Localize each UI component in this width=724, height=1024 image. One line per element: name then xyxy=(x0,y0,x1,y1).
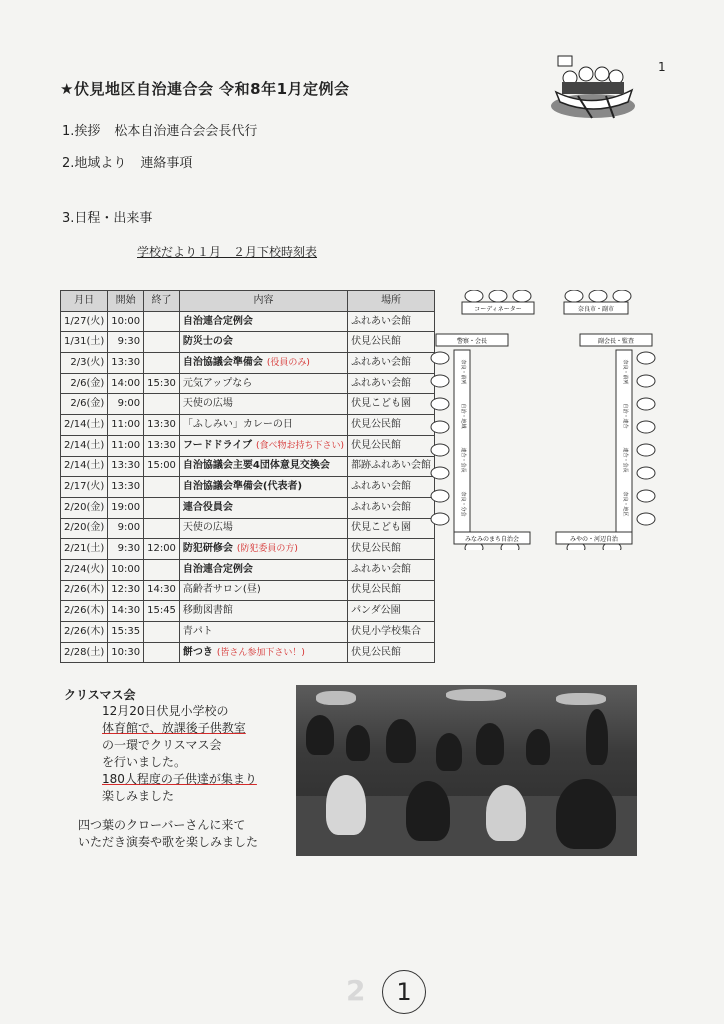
schedule-date-text: 2/28(土) xyxy=(64,646,105,658)
chair-seat xyxy=(637,490,655,502)
clover-performance-text xyxy=(78,817,258,851)
schedule-content-text: 防災士の会 xyxy=(182,336,233,348)
schedule-place xyxy=(348,622,435,643)
photo-person xyxy=(326,775,366,835)
schedule-content xyxy=(179,311,347,332)
schedule-content-text: 自治協議会準備会(代表者) xyxy=(182,481,303,493)
schedule-row xyxy=(61,477,435,498)
schedule-content xyxy=(179,580,347,601)
schedule-end-text: 12:00 xyxy=(147,543,176,555)
schedule-place xyxy=(348,580,435,601)
header-date: 月日 xyxy=(61,291,108,312)
schedule-start-text: 19:00 xyxy=(111,501,141,513)
schedule-start xyxy=(108,642,144,663)
chair-seat xyxy=(637,352,655,364)
schedule-row xyxy=(61,518,435,539)
rowing-boat-illustration xyxy=(548,44,638,124)
schedule-place-text: 伏見公民館 xyxy=(351,336,402,348)
schedule-content-text: 連合役員会 xyxy=(182,501,233,513)
schedule-start-text: 14:30 xyxy=(111,605,141,617)
schedule-place-text: 伏見公民館 xyxy=(351,584,402,596)
christmas-line: を行いました。 xyxy=(102,755,187,769)
christmas-line: の一環でクリスマス会 xyxy=(102,738,222,752)
schedule-content xyxy=(179,601,347,622)
schedule-date xyxy=(61,642,108,663)
schedule-content xyxy=(179,394,347,415)
schedule-date xyxy=(61,332,108,353)
schedule-date-text: 2/24(火) xyxy=(64,563,105,575)
schedule-start-text: 15:35 xyxy=(111,625,141,637)
photo-person xyxy=(436,733,462,771)
schedule-start-text: 9:00 xyxy=(117,522,141,534)
schedule-table xyxy=(60,290,435,663)
schedule-header-row xyxy=(61,291,435,312)
schedule-start xyxy=(108,332,144,353)
schedule-date xyxy=(61,415,108,436)
schedule-content xyxy=(179,518,347,539)
schedule-place-text: パンダ公園 xyxy=(351,605,401,617)
schedule-place xyxy=(348,518,435,539)
schedule-row xyxy=(61,622,435,643)
schedule-place xyxy=(348,415,435,436)
photo-person xyxy=(306,715,334,755)
clover-line: いただき演奏や歌を楽しみました xyxy=(78,835,259,849)
schedule-place-text: ふれあい会館 xyxy=(351,481,412,493)
schedule-date xyxy=(61,580,108,601)
page-title: ★伏見地区自治連合会 令和8年1月定例会 xyxy=(60,80,350,98)
schedule-start-text: 11:00 xyxy=(111,418,141,430)
christmas-party-photo xyxy=(296,685,637,856)
side-seat-label: 連合・会長 xyxy=(460,447,466,473)
photo-person xyxy=(556,779,616,849)
schedule-date xyxy=(61,311,108,332)
chair-seat xyxy=(431,375,449,387)
schedule-date-text: 2/6(金) xyxy=(70,377,105,389)
schedule-place xyxy=(348,311,435,332)
schedule-start xyxy=(108,415,144,436)
schedule-content-text: 餅つき xyxy=(182,646,213,658)
chair-seat xyxy=(431,444,449,456)
schedule-place xyxy=(348,373,435,394)
schedule-start-text: 13:30 xyxy=(111,460,141,472)
schedule-content xyxy=(179,477,347,498)
schedule-place xyxy=(348,497,435,518)
schedule-content xyxy=(179,456,347,477)
schedule-date-text: 2/20(金) xyxy=(64,522,105,534)
schedule-place-text: ふれあい会館 xyxy=(351,315,412,327)
schedule-start xyxy=(108,435,144,456)
schedule-content xyxy=(179,539,347,560)
schedule-start-text: 9:30 xyxy=(117,543,141,555)
schedule-end-text: 15:45 xyxy=(147,605,176,617)
schedule-place-text: ふれあい会館 xyxy=(351,356,412,368)
schedule-content-text: 元気アップなら xyxy=(182,377,253,389)
side-seat-label: 奈良・前列 xyxy=(460,359,466,385)
schedule-date xyxy=(61,622,108,643)
photo-person xyxy=(486,785,526,841)
header-end: 終了 xyxy=(144,291,180,312)
christmas-line: 楽しみました xyxy=(102,789,175,803)
schedule-row xyxy=(61,415,435,436)
schedule-place-text: 伏見公民館 xyxy=(351,439,402,451)
schedule-date xyxy=(61,539,108,560)
schedule-place xyxy=(348,332,435,353)
schedule-end xyxy=(144,518,180,539)
schedule-end xyxy=(144,559,180,580)
schedule-date-text: 1/27(火) xyxy=(64,315,105,327)
side-seat-label: 奈良・地区 xyxy=(622,491,628,517)
schedule-start xyxy=(108,580,144,601)
schedule-content-text: 防犯研修会 xyxy=(182,543,233,555)
label-police: 警察・会長 xyxy=(456,338,488,345)
schedule-content-text: 自治連合定例会 xyxy=(182,563,253,575)
chair-seat xyxy=(431,352,449,364)
schedule-content xyxy=(179,415,347,436)
label-coordinator: コーディネーター xyxy=(474,306,522,313)
schedule-content xyxy=(179,435,347,456)
photo-light xyxy=(556,693,606,705)
clover-line: 四つ葉のクローバーさんに来て xyxy=(78,818,246,832)
schedule-date-text: 2/21(土) xyxy=(64,543,105,555)
header-start: 開始 xyxy=(108,291,144,312)
schedule-end xyxy=(144,477,180,498)
schedule-start xyxy=(108,559,144,580)
schedule-place xyxy=(348,601,435,622)
schedule-row xyxy=(61,642,435,663)
label-city: 奈良市・副市 xyxy=(577,306,615,313)
schedule-row xyxy=(61,580,435,601)
schedule-end xyxy=(144,394,180,415)
schedule-place xyxy=(348,642,435,663)
schedule-end-text: 14:30 xyxy=(147,584,176,596)
schedule-start xyxy=(108,622,144,643)
schedule-end xyxy=(144,353,180,374)
schedule-date xyxy=(61,477,108,498)
handwritten-note: (皆さん参加下さい！) xyxy=(216,647,305,658)
schedule-end-text: 13:30 xyxy=(147,418,176,430)
schedule-content-text: 青パト xyxy=(182,625,213,637)
photo-person xyxy=(586,709,608,765)
chair-seat xyxy=(613,290,631,302)
schedule-date-text: 2/26(木) xyxy=(64,625,105,637)
schedule-place xyxy=(348,477,435,498)
chair-seat xyxy=(637,398,655,410)
schedule-start xyxy=(108,353,144,374)
schedule-end xyxy=(144,622,180,643)
christmas-heading: クリスマス会 xyxy=(64,688,136,702)
schedule-content-text: フードドライブ xyxy=(182,439,253,451)
schedule-place xyxy=(348,559,435,580)
chair-seat xyxy=(431,398,449,410)
chair-seat xyxy=(513,290,531,302)
schedule-start xyxy=(108,601,144,622)
photo-person xyxy=(476,723,504,765)
photo-person xyxy=(526,729,550,765)
chair-seat xyxy=(637,375,655,387)
christmas-description xyxy=(102,703,257,805)
schedule-start-text: 10:00 xyxy=(111,563,141,575)
side-seat-label: 奈良・分会 xyxy=(460,491,466,517)
schedule-place-text: 伏見こども園 xyxy=(351,522,412,534)
schedule-start-text: 11:00 xyxy=(111,439,141,451)
schedule-content-text: 天使の広場 xyxy=(182,398,233,410)
agenda-item-text: 連絡事項 xyxy=(140,156,193,171)
page-number: 1 xyxy=(658,60,666,74)
handwritten-note: (防犯委員の方) xyxy=(236,544,298,555)
schedule-place-text: 都跡ふれあい会館 xyxy=(351,460,432,472)
schedule-start xyxy=(108,497,144,518)
schedule-place-text: 伏見公民館 xyxy=(351,646,402,658)
schedule-row xyxy=(61,373,435,394)
christmas-line: 12月20日伏見小学校の xyxy=(102,704,229,718)
schedule-end xyxy=(144,332,180,353)
faint-page-number: 2 xyxy=(346,974,366,1007)
handwritten-note: (役員のみ) xyxy=(266,357,310,368)
footer-page-number: 1 xyxy=(382,970,426,1014)
schedule-start-text: 10:30 xyxy=(111,646,141,658)
schedule-content xyxy=(179,373,347,394)
chair-seat xyxy=(465,290,483,302)
schedule-start-text: 10:00 xyxy=(111,315,141,327)
schedule-start-text: 9:00 xyxy=(117,398,141,410)
schedule-start xyxy=(108,311,144,332)
chair-seat xyxy=(637,444,655,456)
schedule-row xyxy=(61,394,435,415)
schedule-date xyxy=(61,497,108,518)
chair-seat xyxy=(637,421,655,433)
schedule-end xyxy=(144,435,180,456)
photo-light xyxy=(446,689,506,701)
seating-chart-diagram xyxy=(426,290,660,550)
schedule-date-text: 2/6(金) xyxy=(70,398,105,410)
chair-seat xyxy=(589,290,607,302)
schedule-row xyxy=(61,353,435,374)
handwritten-note: (食べ物お持ち下さい) xyxy=(256,440,345,451)
schedule-start xyxy=(108,394,144,415)
schedule-end-text: 15:30 xyxy=(147,377,176,389)
label-vice-chair: 副会長・監査 xyxy=(597,338,635,345)
schedule-date-text: 2/17(火) xyxy=(64,481,105,493)
schedule-place-text: 伏見こども園 xyxy=(351,398,412,410)
schedule-date-text: 2/20(金) xyxy=(64,501,105,513)
schedule-start xyxy=(108,539,144,560)
schedule-row xyxy=(61,332,435,353)
schedule-content xyxy=(179,353,347,374)
schedule-date xyxy=(61,394,108,415)
schedule-date xyxy=(61,373,108,394)
schedule-end xyxy=(144,456,180,477)
schedule-start xyxy=(108,477,144,498)
schedule-end xyxy=(144,373,180,394)
schedule-content-text: 自治連合定例会 xyxy=(182,315,253,327)
agenda-item-number: 2.地域より xyxy=(62,156,127,171)
photo-person xyxy=(386,719,416,763)
schedule-start-text: 14:00 xyxy=(111,377,141,389)
chair-seat xyxy=(431,467,449,479)
schedule-date xyxy=(61,559,108,580)
schedule-end-text: 13:30 xyxy=(147,439,176,451)
schedule-content-text: 「ふしみい」カレーの日 xyxy=(182,418,293,430)
schedule-place-text: ふれあい会館 xyxy=(351,377,412,389)
schedule-place-text: 伏見公民館 xyxy=(351,418,402,430)
side-seat-label: 連合・会長 xyxy=(622,447,628,473)
schedule-place-text: ふれあい会館 xyxy=(351,563,412,575)
schedule-place xyxy=(348,435,435,456)
schedule-start xyxy=(108,456,144,477)
schedule-date-text: 2/3(火) xyxy=(70,356,105,368)
schedule-place xyxy=(348,456,435,477)
schedule-place xyxy=(348,539,435,560)
schedule-content xyxy=(179,497,347,518)
schedule-date xyxy=(61,456,108,477)
agenda-item-number: 1.挨拶 xyxy=(62,124,101,139)
schedule-place-text: ふれあい会館 xyxy=(351,501,412,513)
schedule-start-text: 9:30 xyxy=(117,336,141,348)
header-place: 場所 xyxy=(348,291,435,312)
chair-seat xyxy=(565,290,583,302)
agenda-item-greeting xyxy=(62,120,257,139)
agenda-item-number: 3.日程・出来事 xyxy=(62,211,153,226)
schedule-content-text: 天使の広場 xyxy=(182,522,233,534)
schedule-place xyxy=(348,394,435,415)
schedule-content-text: 移動図書館 xyxy=(182,605,233,617)
schedule-place-text: 伏見小学校集合 xyxy=(351,625,422,637)
schedule-row xyxy=(61,456,435,477)
schedule-end xyxy=(144,601,180,622)
schedule-start xyxy=(108,373,144,394)
schedule-content-text: 高齢者サロン(昼) xyxy=(182,584,261,596)
schedule-content xyxy=(179,332,347,353)
chair-seat xyxy=(637,513,655,525)
schedule-date-text: 2/14(土) xyxy=(64,439,105,451)
schedule-content-text: 自治協議会主要4団体意見交換会 xyxy=(182,460,330,472)
side-seat-label: 自治・地域 xyxy=(460,403,466,429)
schedule-end xyxy=(144,580,180,601)
schedule-row xyxy=(61,559,435,580)
schedule-place xyxy=(348,353,435,374)
schedule-end xyxy=(144,642,180,663)
schedule-end xyxy=(144,539,180,560)
schedule-date-text: 2/14(土) xyxy=(64,460,105,472)
schedule-start-text: 13:30 xyxy=(111,356,141,368)
schedule-date-text: 2/26(木) xyxy=(64,584,105,596)
schedule-date-text: 1/31(土) xyxy=(64,336,105,348)
schedule-end xyxy=(144,497,180,518)
schedule-date xyxy=(61,601,108,622)
schedule-end xyxy=(144,311,180,332)
schedule-date-text: 2/14(土) xyxy=(64,418,105,430)
schedule-content-text: 自治協議会準備会 xyxy=(182,356,263,368)
chair-seat xyxy=(431,490,449,502)
side-seat-label: 自治・連合 xyxy=(622,403,628,429)
schedule-date xyxy=(61,435,108,456)
header-content: 内容 xyxy=(179,291,347,312)
schedule-content xyxy=(179,559,347,580)
schedule-row xyxy=(61,497,435,518)
agenda-item-text: 松本自治連合会会長代行 xyxy=(114,124,258,139)
schedule-place-text: 伏見公民館 xyxy=(351,543,402,555)
schedule-start xyxy=(108,518,144,539)
chair-seat xyxy=(637,467,655,479)
chair-seat xyxy=(431,513,449,525)
schedule-row xyxy=(61,311,435,332)
schedule-content xyxy=(179,622,347,643)
schedule-row xyxy=(61,601,435,622)
photo-person xyxy=(346,725,370,761)
schedule-content xyxy=(179,642,347,663)
label-bottom-right: みやの・河辺自治 xyxy=(569,536,619,543)
schedule-date xyxy=(61,353,108,374)
agenda-item-local xyxy=(62,152,192,171)
side-seat-label: 奈良・前列 xyxy=(622,359,628,385)
schedule-date-text: 2/26(木) xyxy=(64,605,105,617)
chair-seat xyxy=(431,421,449,433)
christmas-line: 体育館で、放課後子供教室 xyxy=(102,721,246,735)
schedule-row xyxy=(61,539,435,560)
schedule-end-text: 15:00 xyxy=(147,460,176,472)
school-newsletter-heading: 学校だより１月 ２月下校時刻表 xyxy=(137,245,318,259)
agenda-item-schedule xyxy=(62,207,152,226)
photo-light xyxy=(316,691,356,705)
schedule-start-text: 12:30 xyxy=(111,584,141,596)
chair-seat xyxy=(489,290,507,302)
schedule-start-text: 13:30 xyxy=(111,481,141,493)
label-bottom-left: みなみのまち自治会 xyxy=(464,536,520,543)
schedule-end xyxy=(144,415,180,436)
schedule-date xyxy=(61,518,108,539)
christmas-line: 180人程度の子供達が集まり xyxy=(102,772,257,786)
schedule-row xyxy=(61,435,435,456)
photo-person xyxy=(406,781,450,841)
